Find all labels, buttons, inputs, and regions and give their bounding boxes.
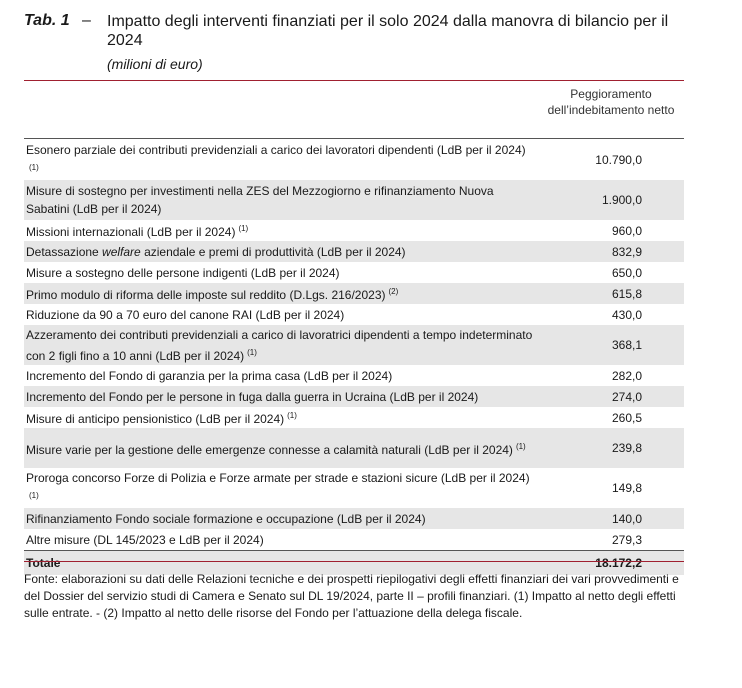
row-value: 140,0: [546, 508, 684, 529]
table-row: [24, 365, 684, 386]
row-label: Primo modulo di riforma delle imposte sul reddito (D.Lgs. 216/2023): [26, 288, 386, 302]
table-row: [24, 468, 684, 508]
row-label: Misure di sostegno per investimenti nella ZES del Mezzogiorno e rifinanziamento Nuova Sabatini (LdB per il 2024): [26, 184, 494, 216]
table-row: [24, 262, 684, 283]
row-value: 282,0: [611, 368, 642, 383]
row-note: (1): [247, 347, 257, 357]
row-label: Esonero parziale dei contributi previdenziali a carico dei lavoratori dipendenti (LdB per il 2024): [26, 142, 526, 157]
table-row: [24, 407, 684, 428]
row-note: (1): [515, 441, 526, 451]
row-label: Incremento del Fondo per le persone in fuga dalla guerra in Ucraina (LdB per il 2024): [26, 389, 479, 404]
row-note: (1): [29, 162, 39, 172]
row-value: 10.790,0: [595, 153, 642, 167]
table-unit: (milioni di euro): [107, 56, 203, 72]
row-label: Missioni internazionali (LdB per il 2024): [26, 225, 236, 239]
row-label: Misure varie per la gestione delle emergenze connesse a calamità naturali (LdB per il 2024): [26, 442, 513, 457]
column-header: Peggioramento dell’indebitamento netto: [547, 87, 675, 117]
table-row: [24, 241, 684, 262]
table-row: [24, 304, 684, 325]
row-label: Riduzione da 90 a 70 euro del canone RAI (LdB per il 2024): [26, 307, 345, 322]
table-title: Impatto degli interventi finanziati per il solo 2024 dalla manovra di bilancio per il 2024: [107, 13, 669, 49]
row-note: (2): [388, 287, 399, 296]
table-row: [24, 180, 684, 220]
table-row: [24, 529, 684, 551]
row-value: 960,0: [611, 223, 642, 238]
table-row: [24, 325, 684, 365]
row-value: 832,9: [546, 241, 684, 262]
table-row: [24, 220, 684, 241]
row-label: Misure a sostegno delle persone indigenti (LdB per il 2024): [26, 265, 340, 280]
row-label: Azzeramento dei contributi previdenziali a carico di lavoratrici dipendenti a tempo indeterminato con 2 figli fino a 10 anni (LdB per il 2024): [26, 327, 533, 363]
row-label-prefix: Detassazione: [26, 244, 103, 259]
data-table: [24, 140, 684, 575]
top-rule: [24, 80, 684, 81]
row-label: Incremento del Fondo di garanzia per la prima casa (LdB per il 2024): [26, 368, 393, 383]
row-value: 368,1: [546, 325, 684, 365]
row-value: 650,0: [611, 265, 642, 280]
row-label: Rifinanziamento Fondo sociale formazione e occupazione (LdB per il 2024): [26, 511, 426, 526]
header-rule: [24, 138, 684, 139]
row-value: 615,8: [546, 283, 684, 304]
row-value: 239,8: [546, 428, 684, 468]
row-note: (1): [238, 224, 249, 233]
source-footnote: Fonte: elaborazioni su dati delle Relazioni tecniche e dei prospetti riepilogativi degli effetti finanziari dei vari provvedimenti e del Dossier del servizio studi di Camera e Senato sul DL 19/2024, parte II – profili finanziari. (1) Impatto al netto degli effetti sulle entrate. - (2) Impatto al netto delle risorse del Fondo per l’attuazione della delega fiscale.: [24, 572, 679, 620]
row-value: 279,3: [611, 532, 642, 547]
row-note: (1): [287, 411, 297, 420]
row-label: Proroga concorso Forze di Polizia e Forze armate per strade e stazioni sicure (LdB per il 2024): [26, 470, 530, 485]
table-number: Tab. 1: [24, 12, 70, 29]
row-value: 149,8: [611, 481, 642, 495]
table-row: [24, 428, 684, 468]
bottom-rule: [24, 561, 684, 562]
table-row: [24, 386, 684, 407]
row-label-emphasis: welfare: [102, 244, 141, 259]
caption-dash: –: [82, 12, 91, 29]
table-row: [24, 283, 684, 304]
row-note: (1): [29, 490, 39, 500]
row-label: aziendale e premi di produttività (LdB per il 2024): [140, 244, 406, 259]
total-value: 18.172,2: [546, 551, 684, 576]
row-value: 430,0: [611, 307, 642, 322]
row-value: 274,0: [546, 386, 684, 407]
table-row: [24, 508, 684, 529]
row-label: Misure di anticipo pensionistico (LdB per il 2024): [26, 412, 285, 426]
row-value: 1.900,0: [546, 180, 684, 220]
row-label: Altre misure (DL 145/2023 e LdB per il 2024): [26, 532, 264, 547]
row-value: 260,5: [611, 410, 642, 425]
table-row: [24, 140, 684, 180]
total-label: Totale: [24, 551, 546, 576]
